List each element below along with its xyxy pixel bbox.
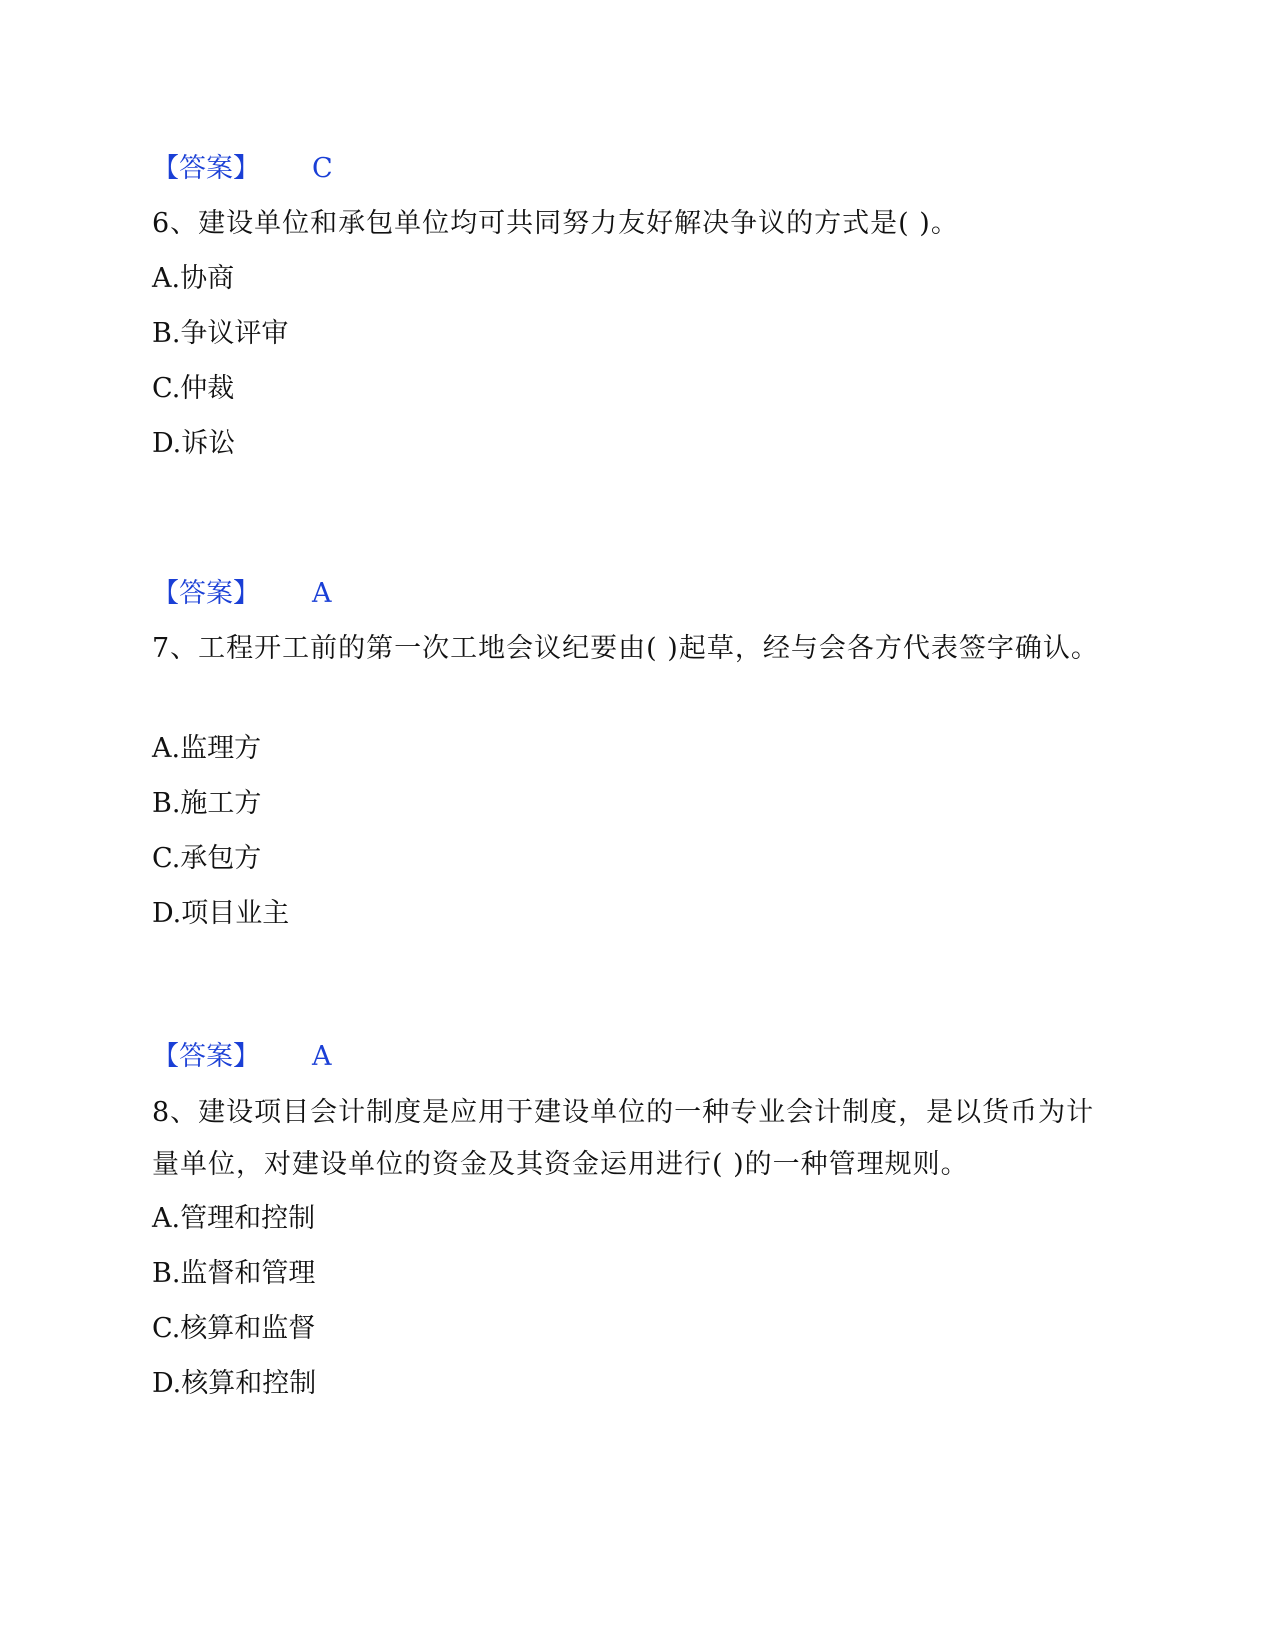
option-a: A.协商	[152, 263, 235, 294]
question-text: 8、建设项目会计制度是应用于建设单位的一种专业会计制度，是以货币为计量单位，对建设单位的资金及其资金运用进行( )的一种管理规则。	[152, 1097, 1095, 1180]
question-text: 6、建设单位和承包单位均可共同努力友好解决争议的方式是( )。	[152, 208, 959, 239]
option-d: D.诉讼	[152, 428, 236, 459]
option-b: B.争议评审	[152, 318, 289, 349]
option-c: C.核算和监督	[152, 1313, 316, 1344]
option-c: C.仲裁	[152, 373, 235, 404]
answer-label: 【答案】	[152, 578, 260, 609]
option-a: A.监理方	[152, 733, 262, 764]
answer-value: C	[312, 153, 333, 184]
option-d: D.项目业主	[152, 898, 290, 929]
option-d: D.核算和控制	[152, 1368, 317, 1399]
answer-value: A	[312, 578, 332, 609]
answer-label: 【答案】	[152, 153, 260, 184]
answer-line	[152, 152, 333, 186]
answer-label: 【答案】	[152, 1041, 260, 1072]
answer-value: A	[312, 1041, 332, 1072]
option-b: B.监督和管理	[152, 1258, 316, 1289]
option-a: A.管理和控制	[152, 1203, 316, 1234]
answer-line	[152, 1040, 332, 1074]
answer-line	[152, 577, 332, 611]
question-text: 7、工程开工前的第一次工地会议纪要由( )起草，经与会各方代表签字确认。	[152, 633, 1099, 664]
option-c: C.承包方	[152, 843, 262, 874]
option-b: B.施工方	[152, 788, 262, 819]
